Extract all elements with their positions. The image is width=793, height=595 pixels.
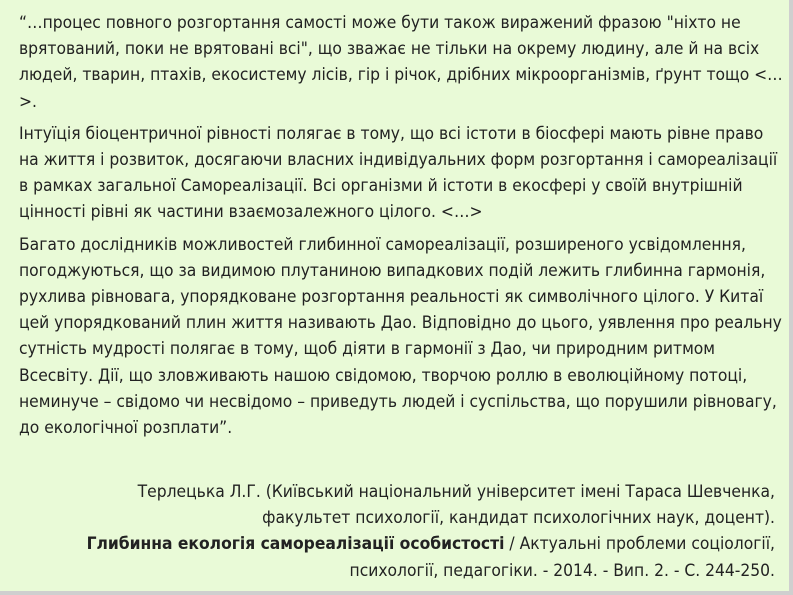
citation-separator: /	[504, 534, 520, 555]
citation-author-line-2: факультет психології, кандидат психологічних наук, доцент).	[262, 508, 775, 529]
citation-title-line	[35, 531, 775, 557]
quote-paragraph-2: Інтуїція біоцентричної рівності полягає в тому, що всі істоти в біосфері мають рівне право на життя і розвиток, досягаючи власних індивідуальних форм розгортання і самореалізації в рамках загальної Самореалізації. Всі організми й істоти в екосфері у своїй внутрішній цінності рівні як частини взаємозалежного цілого. <…>	[19, 123, 778, 223]
quote-paragraph-1: “…процес повного розгортання самості може бути також виражений фразою "ніхто не врятований, поки не врятовані всі", що зважає не тільки на окрему людину, але й на всіх людей, тварин, птахів, екосистему лісів, гір і річок, дрібних мікроорганізмів, ґрунт тощо <…>.	[19, 13, 783, 112]
citation-source-line-2: психології, педагогіки. - 2014. - Вип. 2. - С. 244-250.	[349, 560, 775, 581]
citation-block	[35, 479, 775, 584]
citation-source-line-1: Актуальні проблеми соціології,	[519, 534, 775, 555]
citation-author-line-1: Терлецька Л.Г. (Київський національний університет імені Тараса Шевченка,	[137, 482, 775, 502]
quote-paragraph-3: Багато дослідників можливостей глибинної самореалізації, розширеного усвідомлення, погоджуються, що за видимою плутаниною випадкових подій лежить глибинна гармонія, рухлива рівновага, упорядковане розгортання реальності як символічного цілого. У Китаї цей упорядкований плин життя називають Дао. Відповідно до цього, уявлення про реальну сутність мудрості полягає в тому, щоб діяти в гармонії з Дао, чи природним ритмом Всесвіту. Дії, що зловживають нашою свідомою, творчою роллю в еволюційному потоці, неминуче – свідомо чи несвідомо – приведуть людей і суспільства, що порушили рівновагу, до екологічної розплати”.	[19, 234, 782, 439]
citation-title: Глибинна екологія самореалізації особистості	[86, 534, 505, 555]
quote-block	[19, 10, 785, 447]
